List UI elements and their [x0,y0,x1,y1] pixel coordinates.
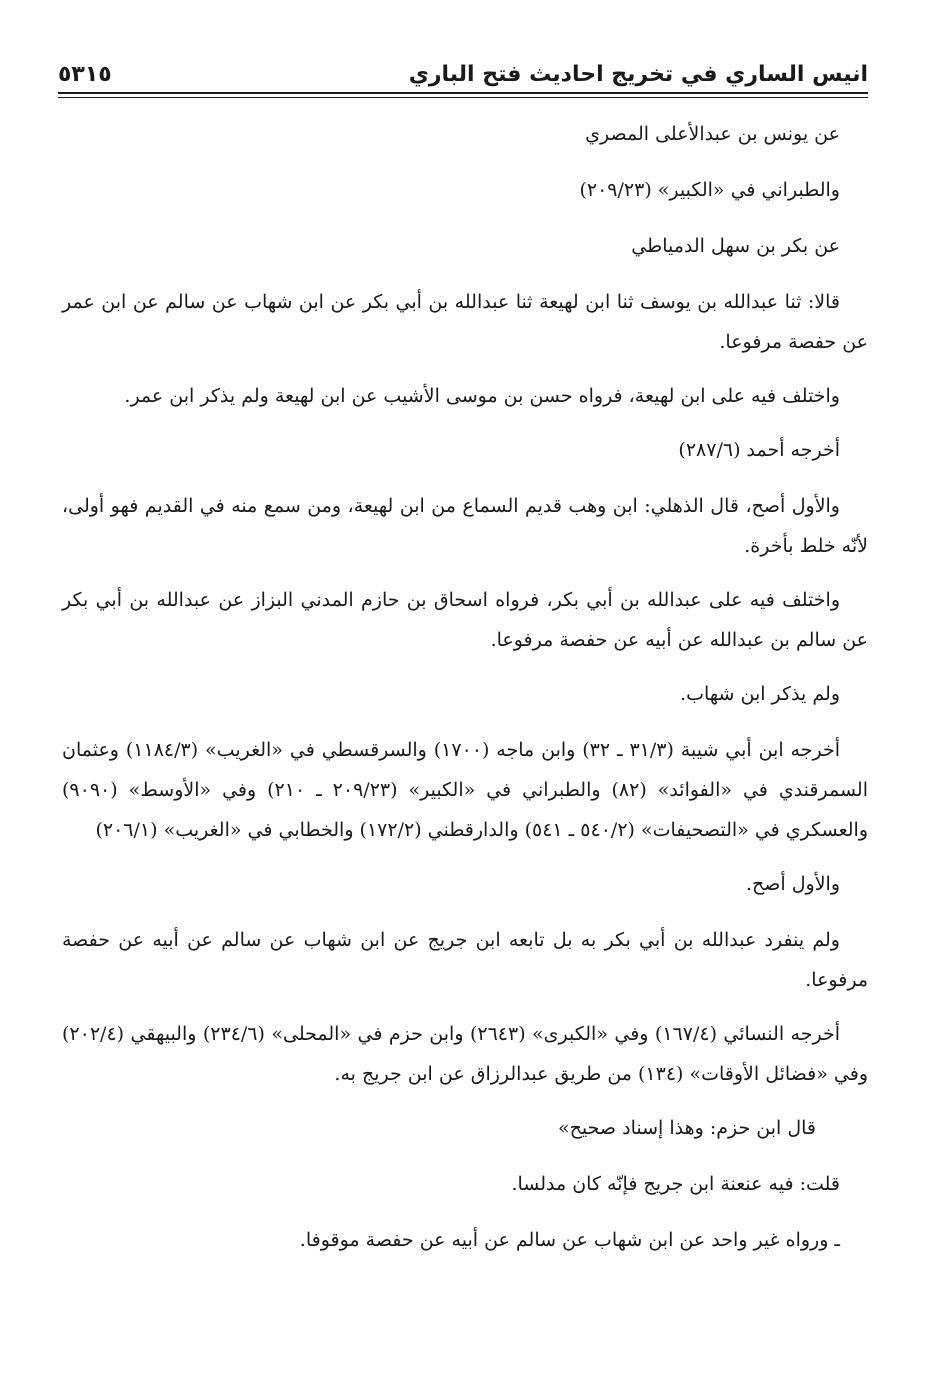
paragraph: والأول أصح. [745,873,840,895]
paragraph: والطبراني في «الكبير» (٢٠٩/٢٣) [579,179,840,201]
page-number: ٥٣١٥ [58,61,112,87]
header-title: انيس الساري في تخريج احاديث فتح الباري [408,61,868,87]
page-body [62,114,868,1276]
paragraph: ولم ينفرد عبدالله بن أبي بكر به بل تابعه ابن جريج عن ابن شهاب عن سالم عن أبيه عن حفصة مرفوعا. [62,929,868,991]
paragraph: واختلف فيه على عبدالله بن أبي بكر، فرواه اسحاق بن حازم المدني البزاز عن عبدالله بن أبي بكر عن سالم بن عبدالله عن أبيه عن حفصة مرفوعا. [62,589,868,651]
running-header [58,56,868,92]
paragraph: عن بكر بن سهل الدمياطي [631,235,840,257]
paragraph: ـ ورواه غير واحد عن ابن شهاب عن سالم عن أبيه عن حفصة موقوفا. [299,1229,840,1251]
paragraph: أخرجه النسائي (١٦٧/٤) وفي «الكبرى» (٢٦٤٣) وابن حزم في «المحلى» (٢٣٤/٦) والبيهقي (٢٠٢/٤) وفي «فضائل الأوقات» (١٣٤) من طريق عبدالرزاق عن ابن جريج به. [62,1023,868,1085]
paragraph: عن يونس بن عبدالأعلى المصري [585,123,840,145]
header-rule-thick [58,92,868,94]
paragraph: قالا: ثنا عبدالله بن يوسف ثنا ابن لهيعة ثنا عبدالله بن أبي بكر عن ابن شهاب عن سالم عن ابن عمر عن حفصة مرفوعا. [62,291,868,353]
paragraph: أخرجه أحمد (٢٨٧/٦) [678,439,840,461]
header-rule-thin [58,97,868,98]
paragraph: قلت: فيه عنعنة ابن جريج فإنّه كان مدلسا. [511,1173,840,1195]
paragraph: واختلف فيه على ابن لهيعة، فرواه حسن بن موسى الأشيب عن ابن لهيعة ولم يذكر ابن عمر. [124,385,840,407]
paragraph: قال ابن حزم: وهذا إسناد صحيح» [558,1117,816,1139]
paragraph: ولم يذكر ابن شهاب. [680,683,840,705]
paragraph: والأول أصح، قال الذهلي: ابن وهب قديم السماع من ابن لهيعة، ومن سمع منه في القديم فهو أولى، لأنّه خلط بأخرة. [62,495,868,557]
paragraph: أخرجه ابن أبي شيبة (٣١/٣ ـ ٣٢) وابن ماجه (١٧٠٠) والسرقسطي في «الغريب» (١١٨٤/٣) وعثمان السمرقندي في «الفوائد» (٨٢) والطبراني في «الكبير» (٢٠٩/٢٣ ـ ٢١٠) وفي «الأوسط» (٩٠٩٠) والعسكري في «التصحيفات» (٥٤٠/٢ ـ ٥٤١) والدارقطني (١٧٢/٢) والخطابي في «الغريب» (٢٠٦/١) [62,739,868,841]
